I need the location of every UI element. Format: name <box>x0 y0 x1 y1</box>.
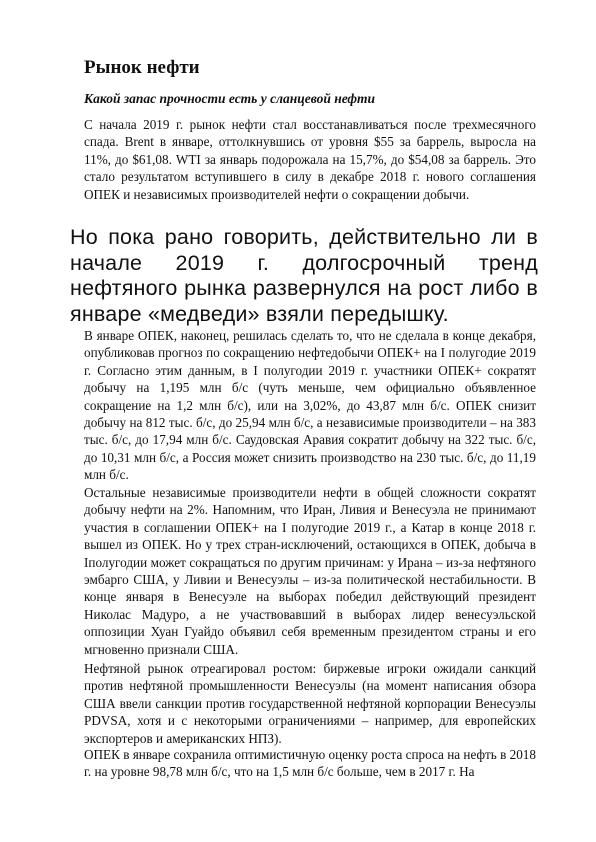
page-title: Рынок нефти <box>84 57 200 78</box>
body-paragraph-2: Остальные независимые производители нефти в общей сложности сократят добычу нефти на 2%. Напомним, что Иран, Ливия и Венесуэла не принимают участия в соглашении ОПЕК+ на I полугодие 2019 г., а Катар в конце 2018 г. вышел из ОПЕК. Но у трех стран-исключений, остающихся в ОПЕК, добыча в Iполугодии может сокращаться по другим причинам: у Ирана – из-за нефтяного эмбарго США, у Ливии и Венесуэлы – из-за политической нестабильности. В конце января в Венесуэле на выборах победил действующий президент Николас Мадуро, а не участвовавший в выборах лидер венесуэльской оппозиции Хуан Гуайдо объявил себя временным президентом страны и его мгновенно признали США. <box>84 485 536 657</box>
page-subtitle: Какой запас прочности есть у сланцевой нефти <box>84 91 376 106</box>
lead-quote: Но пока рано говорить, действительно ли в начале 2019 г. долгосрочный тренд нефтяного рынка развернулся на рост либо в январе «медведи» взяли передышку. <box>70 225 538 326</box>
body-paragraph-3: Нефтяной рынок отреагировал ростом: биржевые игроки ожидали санкций против нефтяной промышленности Венесуэлы (на момент написания обзора США ввели санкции против государственной нефтяной корпорации Венесуэлы PDVSA, хотя и с некоторыми ограничениями – например, для европейских экспортеров и американских НПЗ). <box>84 661 536 746</box>
intro-paragraph: С начала 2019 г. рынок нефти стал восстанавливаться после трехмесячного спада. Brent в январе, оттолкнувшись от уровня $55 за баррель, выросла на 11%, до $61,08. WTI за январь подорожала на 15,7%, до $54,08 за баррель. Это стало результатом вступившего в силу в декабре 2018 г. нового соглашения ОПЕК и независимых производителей нефти о сокращении добычи. <box>84 117 536 202</box>
body-paragraph-1: В январе ОПЕК, наконец, решилась сделать то, что не сделала в конце декабря, опубликовав прогноз по сокращению нефтедобычи ОПЕК+ на I полугодие 2019 г. Согласно этим данным, в I полугодии 2019 г. участники ОПЕК+ сократят добычу на 1,195 млн б/с (чуть меньше, чем официально объявленное сокращение на 1,2 млн б/с), или на 3,02%, до 43,87 млн б/с. ОПЕК снизит добычу на 812 тыс. б/с, до 25,94 млн б/с, а независимые производители – на 383 тыс. б/с, до 17,94 млн б/с. Саудовская Аравия сократит добычу на 322 тыс. б/с, до 10,31 млн б/с, а Россия может снизить производство на 230 тыс. б/с, до 11,19 млн б/с. <box>84 328 536 483</box>
body-paragraph-4: ОПЕК в январе сохранила оптимистичную оценку роста спроса на нефть в 2018 г. на уровне 98,78 млн б/с, что на 1,5 млн б/с больше, чем в 2017 г. На <box>84 747 536 780</box>
